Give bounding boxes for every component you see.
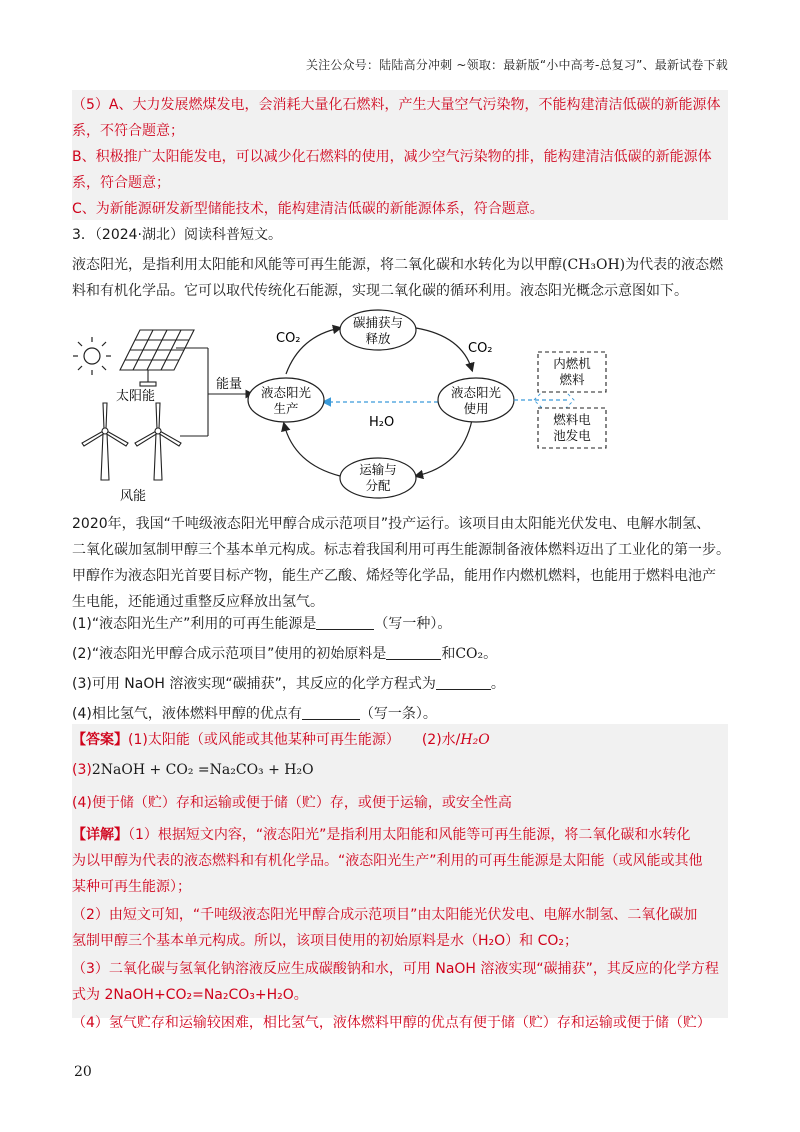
svg-text:运输与: 运输与 bbox=[359, 462, 397, 477]
detail-line-8: （4）氢气贮存和运输较困难，相比氢气，液体燃料甲醇的优点有便于储（贮）存和运输或便于储（贮） bbox=[72, 1015, 711, 1031]
answer-c-line: C、为新能源研发新型储能技术，能构建清洁低碳的新能源体系，符合题意。 bbox=[72, 201, 544, 217]
previous-answer-text bbox=[72, 92, 728, 222]
answer-blank-1 bbox=[316, 615, 374, 630]
svg-text:释放: 释放 bbox=[365, 331, 391, 346]
svg-text:分配: 分配 bbox=[365, 478, 391, 493]
body-line3: 甲醇作为液态阳光首要目标产物，能生产乙酸、烯烃等化学品，能用作内燃机燃料，也能用于燃料电池产 bbox=[72, 568, 716, 584]
svg-text:池发电: 池发电 bbox=[553, 428, 591, 443]
detail-line-3: 某种可再生能源）； bbox=[72, 879, 191, 895]
answer-line-3: (3)2NaOH + CO₂ =Na₂CO₃ + H₂O bbox=[72, 762, 314, 778]
svg-text:碳捕获与: 碳捕获与 bbox=[352, 315, 404, 330]
page-number: 20 bbox=[74, 1064, 92, 1080]
answer-blank-3 bbox=[436, 675, 491, 690]
node-transport-distribution bbox=[340, 458, 416, 498]
node-liquid-sunshine-use bbox=[438, 378, 514, 422]
chemical-equation: 2NaOH + CO₂ =Na₂CO₃ + H₂O bbox=[91, 762, 314, 778]
output-engine-fuel bbox=[538, 352, 606, 392]
solar-label: 太阳能 bbox=[116, 389, 156, 404]
page-header: 关注公众号：陆陆高分冲刺 ~领取：最新版“小中高考-总复习”、最新试卷下载 bbox=[305, 58, 728, 72]
co2-label-left: CO₂ bbox=[276, 331, 301, 346]
liquid-sunshine-diagram bbox=[72, 308, 632, 510]
detail-line-2: 为以甲醇为代表的液态燃料和有机化学品。“液态阳光生产”利用的可再生能源是太阳能（或风能或其他 bbox=[72, 853, 703, 869]
sun-icon bbox=[73, 337, 111, 375]
question-3 bbox=[72, 222, 728, 304]
detail-line-4: （2）由短文可知，“千吨级液态阳光甲醇合成示范项目”由太阳能光伏发电、电解水制氢、二氧化碳加 bbox=[72, 907, 698, 923]
h2o-label: H₂O bbox=[369, 415, 395, 430]
body-line2: 二氧化碳加氢制甲醇三个基本单元构成。标志着我国利用可再生能源制备液体燃料迈出了工业化的第一步。 bbox=[72, 542, 730, 558]
answer-line-4: (4)便于储（贮）存和运输或便于储（贮）存，或便于运输，或安全性高 bbox=[72, 795, 512, 811]
sub-questions bbox=[72, 610, 728, 728]
answer-a-line1: （5）A、大力发展燃煤发电，会消耗大量化石燃料，产生大量空气污染物，不能构建清洁低碳的新能源体 bbox=[72, 97, 721, 113]
co2-label-right: CO₂ bbox=[468, 341, 493, 356]
methanol-formula: (CH₃OH) bbox=[562, 257, 626, 273]
wind-label: 风能 bbox=[120, 489, 147, 504]
svg-text:生产: 生产 bbox=[273, 401, 299, 416]
svg-text:内燃机: 内燃机 bbox=[553, 356, 591, 371]
intro-line2: 料和有机化学品。它可以取代传统化石能源，实现二氧化碳的循环利用。液态阳光概念示意图如下。 bbox=[72, 283, 688, 299]
output-fuel-cell bbox=[538, 408, 606, 448]
sub-question-3: (3)可用 NaOH 溶液实现“碳捕获”，其反应的化学方程式为 。 bbox=[72, 676, 505, 692]
svg-text:液态阳光: 液态阳光 bbox=[260, 385, 312, 400]
sub-question-1: (1)“液态阳光生产”利用的可再生能源是 （写一种）。 bbox=[72, 616, 452, 632]
body-line1: 2020年，我国“千吨级液态阳光甲醇合成示范项目”投产运行。该项目由太阳能光伏发电、电解水制氢、 bbox=[72, 516, 711, 532]
intro-line1: 液态阳光，是指利用太阳能和风能等可再生能源，将二氧化碳和水转化为以甲醇(CH₃OH)为代表的液态燃 bbox=[72, 257, 724, 273]
sub-question-2: (2)“液态阳光甲醇合成示范项目”使用的初始原料是 和CO₂。 bbox=[72, 646, 498, 662]
answer-b-line1: B、积极推广太阳能发电，可以减少化石燃料的使用，减少空气污染物的排，能构建清洁低碳的新能源体 bbox=[72, 149, 712, 165]
detail-line-7: 式为 2NaOH+CO₂=Na₂CO₃+H₂O。 bbox=[72, 987, 308, 1003]
detail-line-5: 氢制甲醇三个基本单元构成。所以，该项目使用的初始原料是水（H₂O）和 CO₂； bbox=[72, 933, 579, 949]
question-heading: 3．（2024·湖北）阅读科普短文。 bbox=[72, 227, 282, 243]
answer-blank-4 bbox=[302, 705, 360, 720]
energy-label: 能量 bbox=[216, 377, 243, 392]
node-liquid-sunshine-production bbox=[248, 378, 324, 422]
wind-turbine-icon bbox=[82, 403, 181, 480]
solar-panel-icon bbox=[120, 330, 194, 386]
answer-a-line2: 系，不符合题意； bbox=[72, 123, 184, 139]
answer-text bbox=[72, 726, 728, 1036]
body-line4: 生电能，还能通过重整反应释放出氢气。 bbox=[72, 594, 324, 610]
svg-text:使用: 使用 bbox=[463, 401, 489, 416]
detail-line-6: （3）二氧化碳与氢氧化钠溶液反应生成碳酸钠和水，可用 NaOH 溶液实现“碳捕获”，其反应的化学方程 bbox=[72, 961, 719, 977]
svg-text:液态阳光: 液态阳光 bbox=[450, 385, 502, 400]
energy-connector bbox=[176, 348, 252, 436]
svg-text:燃料: 燃料 bbox=[559, 372, 585, 387]
answer-blank-2 bbox=[386, 645, 441, 660]
answer-b-line2: 系，符合题意； bbox=[72, 175, 170, 191]
node-carbon-capture bbox=[340, 310, 416, 350]
question-body bbox=[72, 511, 728, 615]
answer-line-1: 【答案】(1)太阳能（或风能或其他某种可再生能源） (2)水/H₂O bbox=[72, 732, 490, 748]
svg-text:燃料电: 燃料电 bbox=[553, 412, 591, 427]
detail-line-1: 【详解】（1）根据短文内容，“液态阳光”是指利用太阳能和风能等可再生能源，将二氧化碳和水转化 bbox=[72, 827, 691, 843]
sub-question-4: (4)相比氢气，液体燃料甲醇的优点有 （写一条）。 bbox=[72, 706, 437, 722]
